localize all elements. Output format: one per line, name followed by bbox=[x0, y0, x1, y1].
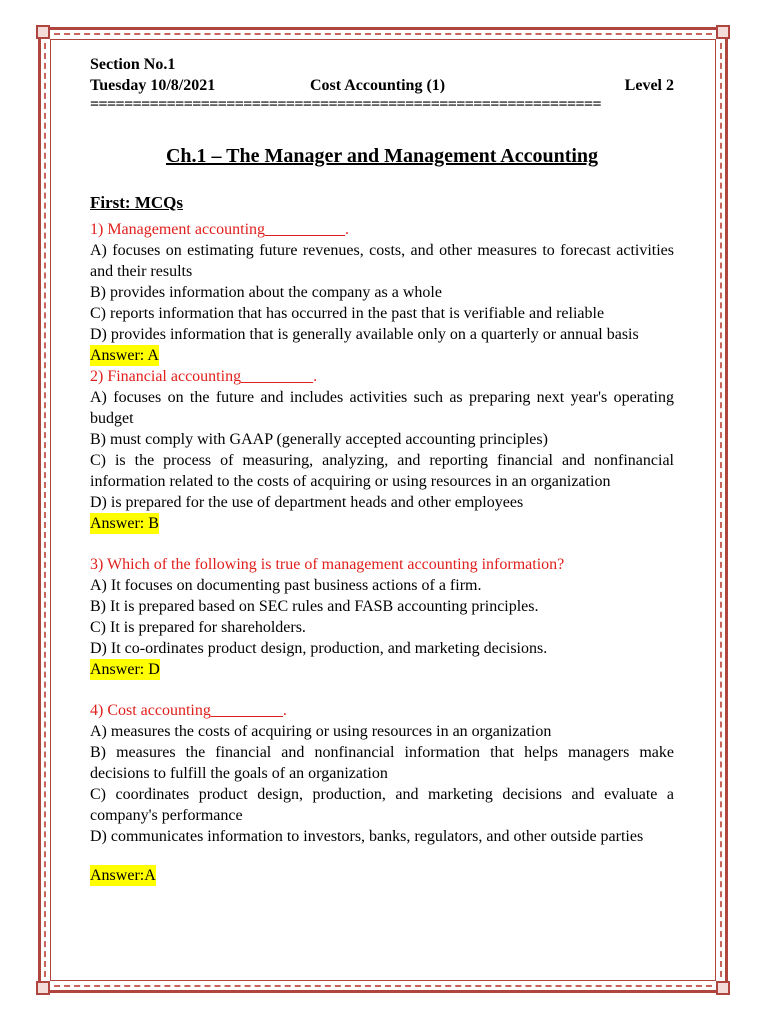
section-heading: First: MCQs bbox=[90, 193, 184, 212]
border-corner-ornament bbox=[36, 981, 50, 995]
option-b: B) It is prepared based on SEC rules and FASB accounting principles. bbox=[90, 598, 539, 615]
answer-highlight: Answer:A bbox=[90, 867, 156, 884]
answer-highlight: Answer: B bbox=[90, 515, 159, 532]
chapter-title: Ch.1 – The Manager and Management Accounting bbox=[165, 145, 599, 167]
answer-highlight: Answer: A bbox=[90, 347, 159, 364]
option-a: A) focuses on estimating future revenues, costs, and other measures to forecast activities and their results bbox=[90, 242, 674, 280]
document-body bbox=[90, 54, 674, 886]
header-course: Cost Accounting (1) bbox=[310, 77, 446, 94]
answer-highlight: Answer: D bbox=[90, 661, 160, 678]
option-c: C) It is prepared for shareholders. bbox=[90, 619, 306, 636]
question-4 bbox=[90, 700, 674, 886]
header-level: Level 2 bbox=[624, 77, 674, 94]
option-b: B) must comply with GAAP (generally accepted accounting principles) bbox=[90, 431, 548, 448]
option-c: C) coordinates product design, production, and marketing decisions and evaluate a company's performance bbox=[90, 786, 674, 824]
option-c: C) is the process of measuring, analyzing, and reporting financial and nonfinancial information related to the costs of acquiring or using resources in an organization bbox=[90, 452, 674, 490]
option-d: D) is prepared for the use of department heads and other employees bbox=[90, 494, 524, 511]
border-corner-ornament bbox=[716, 981, 730, 995]
header-rule: ============================================================ bbox=[90, 96, 602, 113]
option-d: D) communicates information to investors, banks, regulators, and other outside parties bbox=[90, 828, 644, 845]
section-number: Section No.1 bbox=[90, 56, 176, 73]
question-stem: 2) Financial accounting_________. bbox=[90, 368, 318, 385]
question-2 bbox=[90, 366, 674, 534]
question-3 bbox=[90, 554, 674, 680]
border-corner-ornament bbox=[716, 25, 730, 39]
header-row bbox=[90, 75, 674, 96]
option-c: C) reports information that has occurred in the past that is verifiable and reliable bbox=[90, 305, 605, 322]
question-stem: 4) Cost accounting_________. bbox=[90, 702, 287, 719]
option-a: A) focuses on the future and includes activities such as preparing next year's operating budget bbox=[90, 389, 674, 427]
question-stem: 3) Which of the following is true of management accounting information? bbox=[90, 556, 565, 573]
option-d: D) provides information that is generally available only on a quarterly or annual basis bbox=[90, 326, 639, 343]
option-b: B) provides information about the company as a whole bbox=[90, 284, 442, 301]
option-a: A) measures the costs of acquiring or using resources in an organization bbox=[90, 723, 552, 740]
header-date: Tuesday 10/8/2021 bbox=[90, 77, 216, 94]
option-d: D) It co-ordinates product design, production, and marketing decisions. bbox=[90, 640, 548, 657]
question-1 bbox=[90, 219, 674, 366]
option-a: A) It focuses on documenting past business actions of a firm. bbox=[90, 577, 482, 594]
question-stem: 1) Management accounting__________. bbox=[90, 221, 350, 238]
option-b: B) measures the financial and nonfinancial information that helps managers make decisions to fulfill the goals of an organization bbox=[90, 744, 674, 782]
border-corner-ornament bbox=[36, 25, 50, 39]
